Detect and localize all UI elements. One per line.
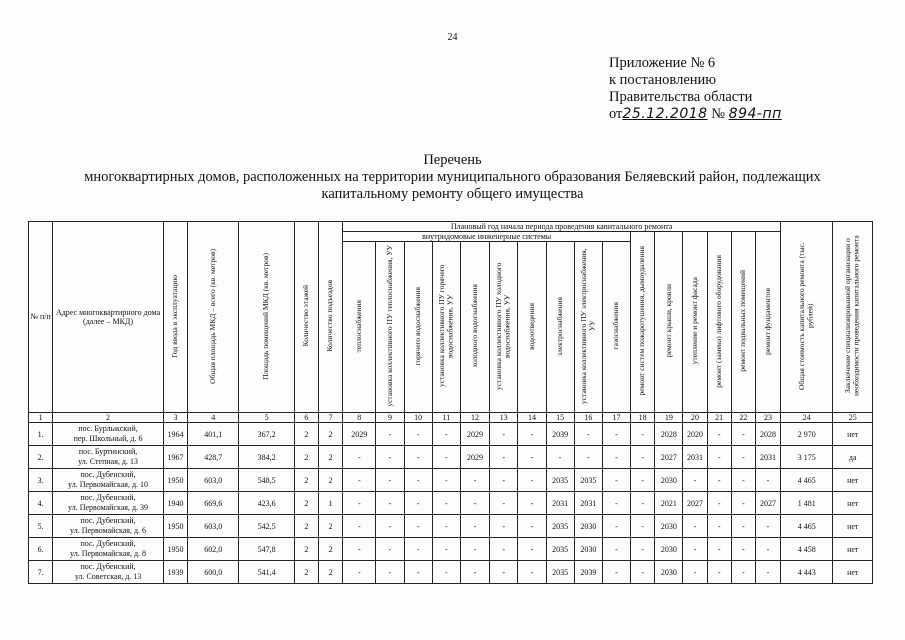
table-cell: нет [833, 561, 873, 584]
table-cell: 2035 [546, 561, 574, 584]
table-cell: 2031 [683, 446, 707, 469]
table-cell: 2029 [343, 423, 376, 446]
table-cell: 423,6 [239, 492, 294, 515]
table-cell: - [731, 423, 755, 446]
table-cell: - [404, 492, 432, 515]
table-cell: - [707, 538, 731, 561]
table-cell: 2027 [683, 492, 707, 515]
table-cell: - [631, 446, 655, 469]
table-cell: 4 458 [781, 538, 833, 561]
column-number: 12 [460, 413, 489, 423]
row-number: 7. [29, 561, 53, 584]
table-cell: 3 175 [781, 446, 833, 469]
table-row [29, 538, 873, 561]
table-cell: 2020 [683, 423, 707, 446]
column-number: 10 [404, 413, 432, 423]
col-header-electricity: электроснабжения [546, 242, 574, 413]
table-cell: 2030 [655, 515, 683, 538]
col-header-cold-water-meter: установка коллективного ПУ холодного водоснабжения, УУ [490, 242, 518, 413]
table-cell: 2027 [755, 492, 780, 515]
table-cell: - [376, 561, 404, 584]
table-cell: - [602, 538, 630, 561]
address-settlement: пос. Дубенский, [80, 539, 136, 548]
column-number: 18 [631, 413, 655, 423]
address-settlement: пос. Дубенский, [80, 493, 136, 502]
table-cell: - [731, 538, 755, 561]
row-address [53, 561, 164, 584]
column-number: 25 [833, 413, 873, 423]
address-street: пер. Школьный, д. 6 [73, 434, 143, 443]
table-cell: 2 [294, 446, 318, 469]
table-cell: 1 481 [781, 492, 833, 515]
column-number-row [29, 413, 873, 423]
table-cell: - [602, 423, 630, 446]
table-cell: - [404, 515, 432, 538]
table-cell: 2 [319, 469, 343, 492]
table-cell: - [755, 515, 780, 538]
table-cell: 2 [319, 423, 343, 446]
table-cell: - [574, 446, 602, 469]
table-cell: 2027 [655, 446, 683, 469]
table-cell: - [631, 515, 655, 538]
table-cell: - [602, 515, 630, 538]
table-cell: - [343, 561, 376, 584]
address-street: ул. Степная, д. 13 [78, 457, 138, 466]
table-cell: 2 [294, 492, 318, 515]
col-header-foundation: ремонт фундаментов [755, 232, 780, 413]
table-cell: 1940 [163, 492, 187, 515]
address-street: ул. Первомайская, д. 6 [70, 526, 147, 535]
table-cell: 2 [319, 515, 343, 538]
table-cell: 2028 [755, 423, 780, 446]
column-number: 17 [602, 413, 630, 423]
table-cell: 2 [319, 561, 343, 584]
row-number: 3. [29, 469, 53, 492]
table-cell: - [731, 469, 755, 492]
column-number: 20 [683, 413, 707, 423]
column-number: 8 [343, 413, 376, 423]
column-number: 9 [376, 413, 404, 423]
table-cell: 2031 [755, 446, 780, 469]
table-cell: 1967 [163, 446, 187, 469]
row-number: 5. [29, 515, 53, 538]
column-number: 4 [188, 413, 239, 423]
table-cell: - [376, 469, 404, 492]
table-cell: 2021 [655, 492, 683, 515]
table-cell: 2 [294, 561, 318, 584]
table-row [29, 446, 873, 469]
row-address [53, 446, 164, 469]
table-cell: 2 970 [781, 423, 833, 446]
row-number: 2. [29, 446, 53, 469]
col-header-total-area: Общая площадь МКД – всего (кв. метров) [188, 222, 239, 413]
table-cell: - [683, 469, 707, 492]
table-cell: - [404, 561, 432, 584]
column-number: 5 [239, 413, 294, 423]
table-cell: 603,0 [188, 515, 239, 538]
repair-table [28, 221, 873, 584]
col-header-basement: ремонт подвальных помещений [731, 232, 755, 413]
table-cell: - [432, 469, 460, 492]
column-number: 6 [294, 413, 318, 423]
table-cell: - [404, 469, 432, 492]
table-cell: - [460, 515, 489, 538]
col-header-num: № п/п [29, 222, 53, 413]
table-cell: - [404, 538, 432, 561]
col-header-gas: газоснабжения [602, 242, 630, 413]
column-number: 11 [432, 413, 460, 423]
table-cell: 542,5 [239, 515, 294, 538]
table-cell: - [376, 423, 404, 446]
table-cell: 600,0 [188, 561, 239, 584]
table-cell: 2 [319, 538, 343, 561]
col-header-fire-systems: ремонт систем пожаротушения, дымоудаления [631, 232, 655, 413]
number-label: № [711, 106, 726, 122]
table-cell: - [602, 446, 630, 469]
row-address [53, 515, 164, 538]
table-cell: - [460, 469, 489, 492]
appendix-line-2: к постановлению [609, 72, 717, 88]
table-cell: 384,2 [239, 446, 294, 469]
table-cell: - [602, 492, 630, 515]
table-cell: - [432, 538, 460, 561]
table-cell: - [631, 561, 655, 584]
table-cell: 603,0 [188, 469, 239, 492]
table-cell: - [490, 538, 518, 561]
column-number: 1 [29, 413, 53, 423]
table-cell: 541,4 [239, 561, 294, 584]
address-street: ул. Советская, д. 13 [74, 572, 142, 581]
row-address [53, 423, 164, 446]
column-number: 22 [731, 413, 755, 423]
table-cell: 4 465 [781, 515, 833, 538]
handwritten-number: 894-пп [728, 106, 782, 122]
table-cell: - [518, 538, 546, 561]
table-cell: - [707, 469, 731, 492]
col-header-address: Адрес многоквартирного дома (далее – МКД) [53, 222, 164, 413]
row-address [53, 469, 164, 492]
table-cell: нет [833, 423, 873, 446]
table-cell: - [490, 492, 518, 515]
table-cell: - [404, 446, 432, 469]
table-cell: - [631, 423, 655, 446]
table-cell: - [490, 423, 518, 446]
table-cell: 2030 [655, 538, 683, 561]
address-settlement: пос. Дубенский, [80, 470, 136, 479]
col-header-floors: Количество этажей [294, 222, 318, 413]
table-cell: - [731, 561, 755, 584]
table-cell: 669,6 [188, 492, 239, 515]
table-cell: - [343, 538, 376, 561]
table-row [29, 515, 873, 538]
table-cell: - [518, 423, 546, 446]
table-cell: - [376, 492, 404, 515]
row-number: 4. [29, 492, 53, 515]
table-cell: - [631, 538, 655, 561]
table-cell: 2030 [655, 469, 683, 492]
address-street: ул. Первомайская, д. 10 [68, 480, 149, 489]
table-cell: - [707, 423, 731, 446]
table-cell: - [755, 469, 780, 492]
row-number: 1. [29, 423, 53, 446]
table-cell: нет [833, 469, 873, 492]
table-cell: - [376, 538, 404, 561]
table-cell: - [546, 446, 574, 469]
table-cell: 1964 [163, 423, 187, 446]
table-cell: - [376, 515, 404, 538]
table-cell: - [343, 446, 376, 469]
table-cell: - [683, 538, 707, 561]
table-row [29, 423, 873, 446]
column-number: 23 [755, 413, 780, 423]
table-cell: 2 [319, 446, 343, 469]
table-cell: - [490, 561, 518, 584]
table-cell: - [631, 492, 655, 515]
col-header-heat: теплоснабжения [343, 242, 376, 413]
table-cell: 2029 [460, 446, 489, 469]
table-cell: - [631, 469, 655, 492]
table-cell: - [602, 561, 630, 584]
title-line-3: капитальному ремонту общего имущества [321, 186, 584, 202]
table-cell: - [518, 515, 546, 538]
col-header-hot-water-meter: установка коллективного ПУ горячего водоснабжения, УУ [432, 242, 460, 413]
table-cell: - [707, 492, 731, 515]
table-cell: 4 443 [781, 561, 833, 584]
table-cell: 547,8 [239, 538, 294, 561]
table-cell: 1950 [163, 515, 187, 538]
table-cell: 1939 [163, 561, 187, 584]
table-cell: 2 [294, 538, 318, 561]
table-cell: 2039 [546, 423, 574, 446]
col-header-entrances: Количество подъездов [319, 222, 343, 413]
table-cell: - [376, 446, 404, 469]
table-cell: 2 [294, 469, 318, 492]
table-cell: - [731, 515, 755, 538]
table-cell: - [731, 446, 755, 469]
row-address [53, 492, 164, 515]
table-cell: 2028 [655, 423, 683, 446]
table-cell: 2035 [546, 469, 574, 492]
table-cell: - [755, 538, 780, 561]
handwritten-date: 25.12.2018 [622, 106, 708, 122]
col-header-electricity-meter: установка коллективного ПУ электроснабжения, УУ [574, 242, 602, 413]
table-row [29, 561, 873, 584]
table-cell: - [731, 492, 755, 515]
column-number: 13 [490, 413, 518, 423]
table-cell: нет [833, 538, 873, 561]
row-address [53, 538, 164, 561]
document-title [0, 152, 905, 203]
row-number: 6. [29, 538, 53, 561]
table-cell: 2029 [460, 423, 489, 446]
address-settlement: пос. Буртинский, [78, 447, 138, 456]
table-cell: - [755, 561, 780, 584]
appendix-header [609, 55, 782, 123]
col-header-cold-water: холодного водоснабжения [460, 242, 489, 413]
table-cell: 2 [294, 515, 318, 538]
address-street: ул. Первомайская, д. 8 [70, 549, 147, 558]
from-label: от [609, 106, 623, 122]
table-cell: 367,2 [239, 423, 294, 446]
table-cell: - [343, 492, 376, 515]
table-cell: - [460, 561, 489, 584]
col-header-year-built: Год ввода в эксплуатацию [163, 222, 187, 413]
column-number: 21 [707, 413, 731, 423]
table-cell: - [707, 561, 731, 584]
table-cell: - [518, 492, 546, 515]
address-settlement: пос. Бурлыкский, [78, 424, 138, 433]
column-number: 7 [319, 413, 343, 423]
table-cell: - [432, 515, 460, 538]
table-cell: - [490, 446, 518, 469]
appendix-line-3: Правительства области [609, 89, 753, 105]
address-street: ул. Первомайская, д. 39 [68, 503, 149, 512]
table-cell: 2035 [546, 515, 574, 538]
table-cell: - [683, 515, 707, 538]
title-line-2: многоквартирных домов, расположенных на территории муниципального образования Беляевский район, подлежащих [84, 169, 821, 185]
address-settlement: пос. Дубенский, [80, 562, 136, 571]
table-cell: нет [833, 515, 873, 538]
table-cell: 602,0 [188, 538, 239, 561]
table-cell: - [460, 492, 489, 515]
appendix-line-1: Приложение № 6 [609, 55, 716, 71]
table-cell: - [404, 423, 432, 446]
table-cell: нет [833, 492, 873, 515]
table-cell: - [707, 515, 731, 538]
col-header-sewer: водоотведения [518, 242, 546, 413]
table-cell: - [460, 538, 489, 561]
table-cell: - [574, 423, 602, 446]
col-header-premises-area: Площадь помещений МКД (кв. метров) [239, 222, 294, 413]
address-settlement: пос. Дубенский, [80, 516, 136, 525]
table-cell: - [518, 561, 546, 584]
col-header-total-cost: Общая стоимость капитального ремонта (тыс. рублей) [781, 222, 833, 413]
table-cell: - [683, 561, 707, 584]
col-header-facade: утепление и ремонт фасада [683, 232, 707, 413]
table-cell: 2035 [546, 538, 574, 561]
table-cell: - [490, 469, 518, 492]
table-cell: 401,1 [188, 423, 239, 446]
col-header-conclusion: Заключение специализированной организации о необходимости проведения капитального ремонта [833, 222, 873, 413]
col-header-planned-year: Плановый год начала периода проведения капитального ремонта [343, 222, 781, 232]
table-cell: - [432, 561, 460, 584]
table-cell: 1950 [163, 538, 187, 561]
table-cell: да [833, 446, 873, 469]
table-cell: 2030 [574, 515, 602, 538]
table-cell: - [518, 446, 546, 469]
col-header-internal-systems: внутридомовые инженерные системы [343, 232, 631, 242]
title-line-1: Перечень [423, 152, 482, 168]
column-number: 19 [655, 413, 683, 423]
table-cell: 2035 [574, 469, 602, 492]
column-number: 24 [781, 413, 833, 423]
col-header-elevator: ремонт (замена) лифтового оборудования [707, 232, 731, 413]
table-cell: 2030 [574, 538, 602, 561]
column-number: 3 [163, 413, 187, 423]
table-cell: 428,7 [188, 446, 239, 469]
column-number: 14 [518, 413, 546, 423]
table-row [29, 492, 873, 515]
col-header-roof: ремонт крыши, кровли [655, 232, 683, 413]
table-cell: 2 [294, 423, 318, 446]
table-cell: 1950 [163, 469, 187, 492]
table-cell: - [490, 515, 518, 538]
table-cell: - [343, 515, 376, 538]
table-cell: 2031 [546, 492, 574, 515]
table-cell: - [707, 446, 731, 469]
table-cell: - [343, 469, 376, 492]
col-header-heat-meter: установка коллективного ПУ теплоснабжения, УУ [376, 242, 404, 413]
table-cell: 2039 [574, 561, 602, 584]
table-cell: - [602, 469, 630, 492]
col-header-hot-water: горячего водоснабжения [404, 242, 432, 413]
table-cell: 4 465 [781, 469, 833, 492]
table-cell: - [432, 492, 460, 515]
column-number: 16 [574, 413, 602, 423]
table-cell: - [518, 469, 546, 492]
page-number: 24 [447, 32, 458, 43]
table-row [29, 469, 873, 492]
table-cell: 2030 [655, 561, 683, 584]
table-cell: 2031 [574, 492, 602, 515]
table-cell: - [432, 423, 460, 446]
column-number: 2 [53, 413, 164, 423]
column-number: 15 [546, 413, 574, 423]
table-cell: - [432, 446, 460, 469]
appendix-date-line [609, 106, 782, 123]
table-cell: 1 [319, 492, 343, 515]
table-cell: 548,5 [239, 469, 294, 492]
